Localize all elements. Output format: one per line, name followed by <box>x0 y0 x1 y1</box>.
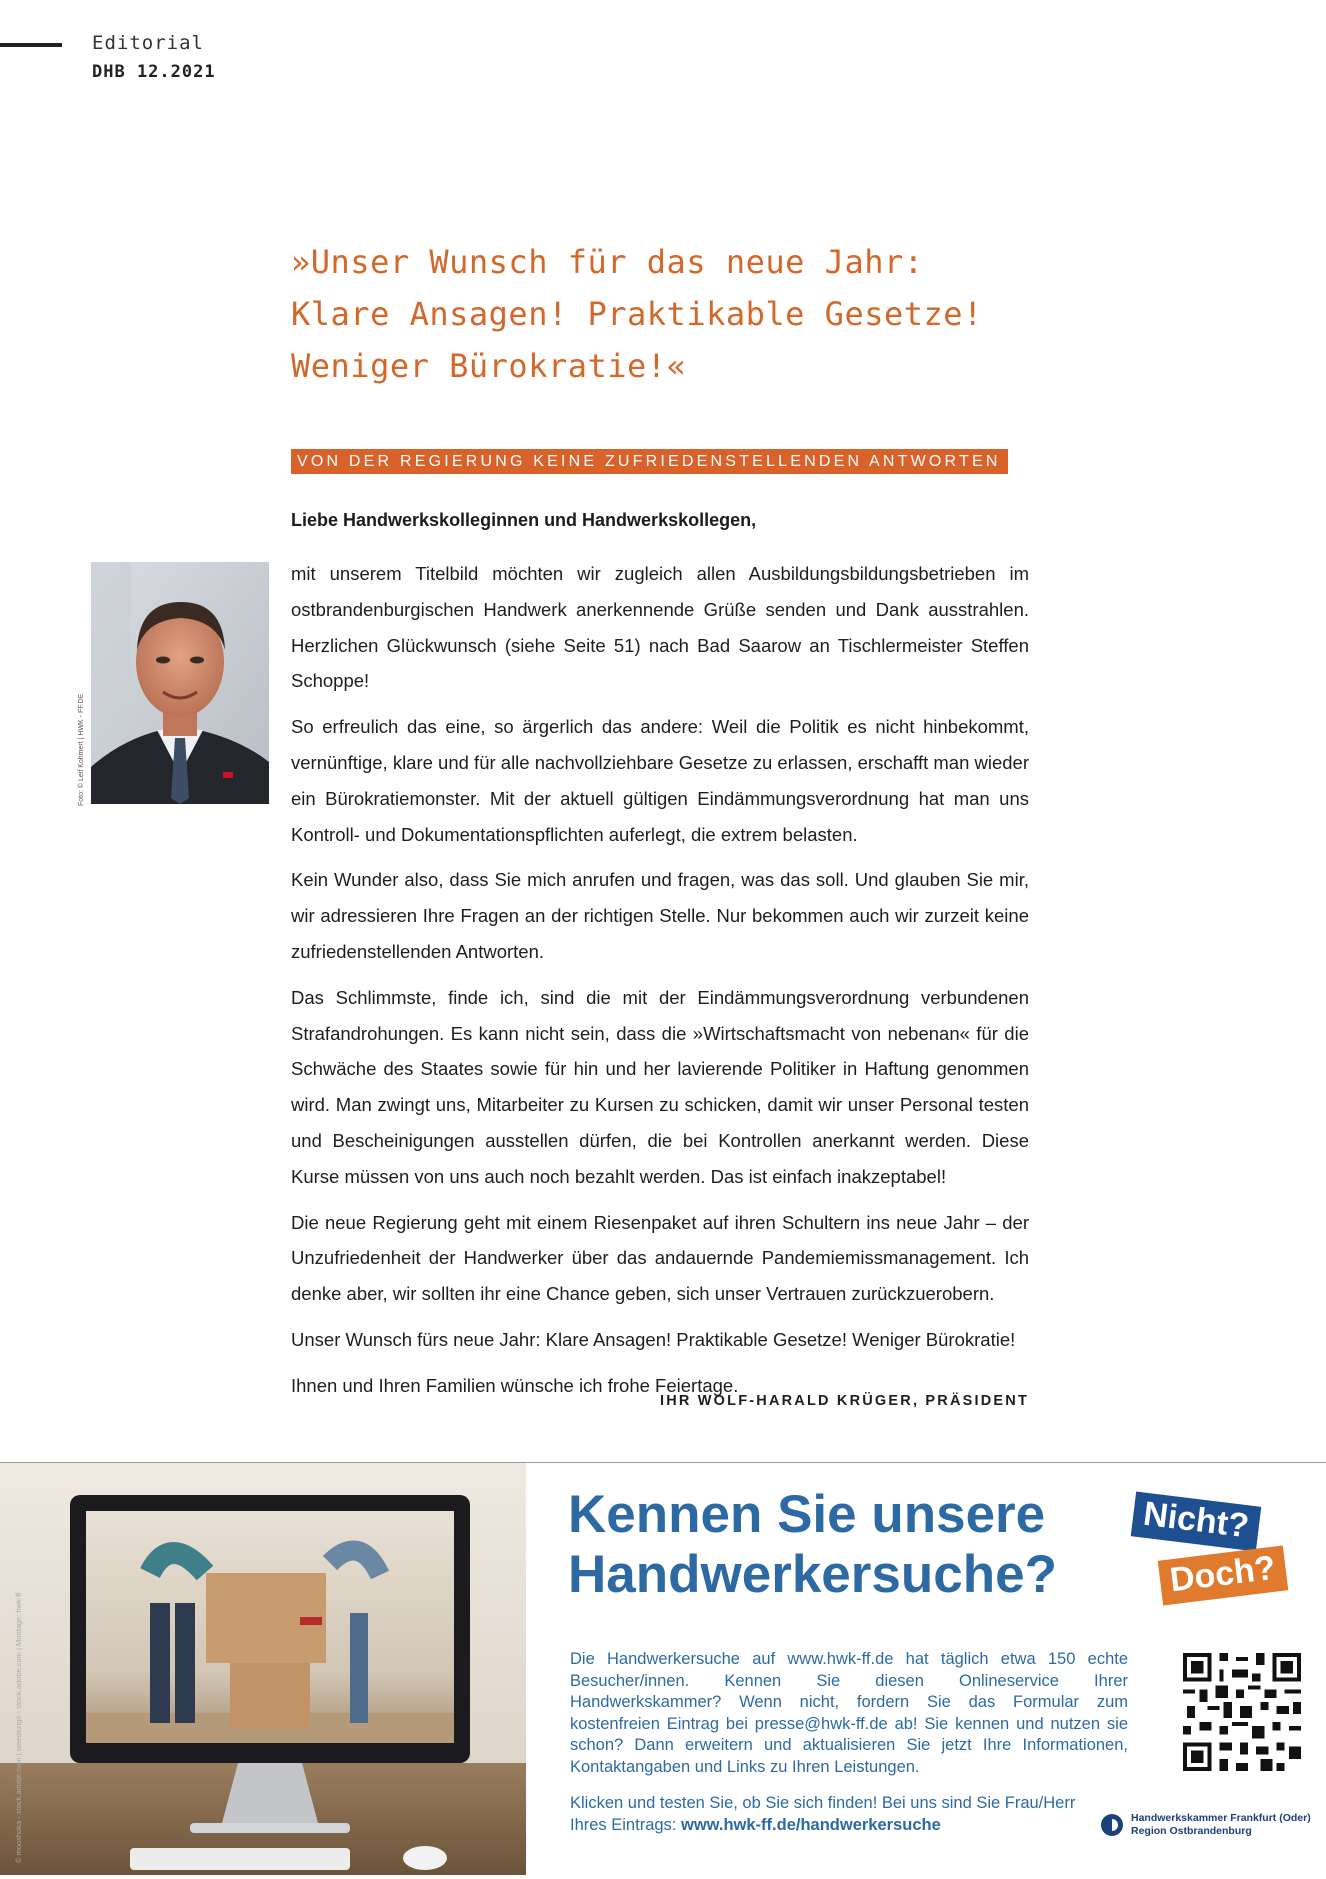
ad-cta-text: Klicken und testen Sie, ob Sie sich finden! Bei uns sind Sie Frau/Herr Ihres Eintrags: <box>570 1794 1076 1834</box>
header-rule <box>0 43 62 47</box>
portrait-photo <box>91 562 269 804</box>
hwk-logo-icon <box>1101 1814 1123 1836</box>
badge-nicht: Nicht? <box>1131 1492 1261 1552</box>
pull-quote-line: Klare Ansagen! Praktikable Gesetze! <box>291 295 983 333</box>
article-body <box>291 556 1029 1414</box>
hwk-logo <box>1101 1808 1311 1848</box>
pull-quote-line: Weniger Bürokratie!« <box>291 347 687 385</box>
pull-quote-line: »Unser Wunsch für das neue Jahr: <box>291 243 924 281</box>
ad-headline <box>568 1485 1057 1605</box>
ad-image-credit: © mooshoka - stock.adobe.com | weedezign - stock.adobe.com | Montage: hwk-ff <box>14 1592 23 1863</box>
salutation: Liebe Handwerkskolleginnen und Handwerkskollegen, <box>291 510 757 530</box>
article-paragraph: mit unserem Titelbild möchten wir zugleich allen Ausbildungsbildungsbetrieben im ostbrandenburgischen Handwerk anerkennende Grüße senden und Dank ausstrahlen. Herzlichen Glückwunsch (siehe Seite 51) nach Bad Saarow an Tischlermeister Steffen Schoppe! <box>291 563 1029 692</box>
signature: IHR WOLF-HARALD KRÜGER, PRÄSIDENT <box>659 1393 1029 1409</box>
qr-code <box>1183 1653 1301 1771</box>
article-paragraph: Die neue Regierung geht mit einem Riesenpaket auf ihren Schultern ins neue Jahr – der Unzufriedenheit der Handwerker über das andauernde Pandemiemissmanagement. Ich denke aber, wir sollten ihr eine Chance geben, sich unser Vertrauen zurückzuerobern. <box>291 1211 1029 1305</box>
ad-body-text: Die Handwerkersuche auf www.hwk-ff.de hat täglich etwa 150 echte Besucher/innen. Kennen Sie diesen Onlineservice Ihrer Handwerkskammer? Wenn nicht, fordern Sie das Formular zum kostenfreien Eintrag bei presse@hwk-ff.de ab! Sie kennen und nutzen sie schon? Dann erweitern und aktualisieren Sie jetzt Ihre Informationen, Kontaktangaben und Links zu Ihren Leistungen. <box>570 1650 1128 1776</box>
article-paragraph: Ihnen und Ihren Familien wünsche ich frohe Feiertage. <box>291 1374 739 1396</box>
hwk-logo-line: Region Ostbrandenburg <box>1131 1825 1252 1837</box>
article-paragraph: Unser Wunsch fürs neue Jahr: Klare Ansagen! Praktikable Gesetze! Weniger Bürokratie! <box>291 1328 1016 1350</box>
article-paragraph: So erfreulich das eine, so ärgerlich das andere: Weil die Politik es nicht hinbekommt, vernünftige, klare und für alle nachvollziehbare Gesetze zu erlassen, erschafft man wieder ein Bürokratiemonster. Mit der aktuell gültigen Eindämmungsverordnung hat man uns Kontroll- und Dokumentationspflichten auferlegt, die extrem belasten. <box>291 716 1030 845</box>
ad-cta-link[interactable]: www.hwk-ff.de/handwerkersuche <box>680 1815 941 1834</box>
ad-headline-line: Handwerkersuche? <box>568 1545 1057 1604</box>
section-label: Editorial <box>92 32 204 54</box>
photo-credit: Foto: © Leif Kohmert | HWK - FF.DE <box>78 693 85 806</box>
article-paragraph: Das Schlimmste, finde ich, sind die mit der Eindämmungsverordnung verbundenen Strafandrohungen. Es kann nicht sein, dass die »Wirtschaftsmacht von nebenan« für die Schwäche des Staates sowie für hin und her lavierende Politiker in Haftung genommen wird. Man zwingt uns, Mitarbeiter zu Kursen zu schicken, damit wir unser Personal testen und Bescheinigungen ausstellen dürfen, die bei Kontrollen anerkannt werden. Diese Kurse müssen von uns auch noch bezahlt werden. Das ist einfach inakzeptabel! <box>291 986 1029 1187</box>
ad-headline-line: Kennen Sie unsere <box>568 1485 1046 1544</box>
badge-doch: Doch? <box>1158 1546 1288 1606</box>
pull-quote <box>291 236 1051 392</box>
hwk-logo-text <box>1131 1812 1311 1838</box>
article-paragraph: Kein Wunder also, dass Sie mich anrufen und fragen, was das soll. Und glauben Sie mir, wir adressieren Ihre Fragen an der richtigen Stelle. Nur bekommen auch wir zurzeit keine zufriedenstellenden Antworten. <box>291 869 1029 962</box>
ad-cta <box>570 1793 1110 1836</box>
hwk-logo-line: Handwerkskammer Frankfurt (Oder) <box>1131 1812 1311 1824</box>
issue-label: DHB 12.2021 <box>92 62 216 82</box>
kicker-banner: VON DER REGIERUNG KEINE ZUFRIEDENSTELLENDEN ANTWORTEN <box>291 449 1008 474</box>
advertisement <box>0 1463 1326 1875</box>
ad-monitor-image <box>0 1463 526 1875</box>
